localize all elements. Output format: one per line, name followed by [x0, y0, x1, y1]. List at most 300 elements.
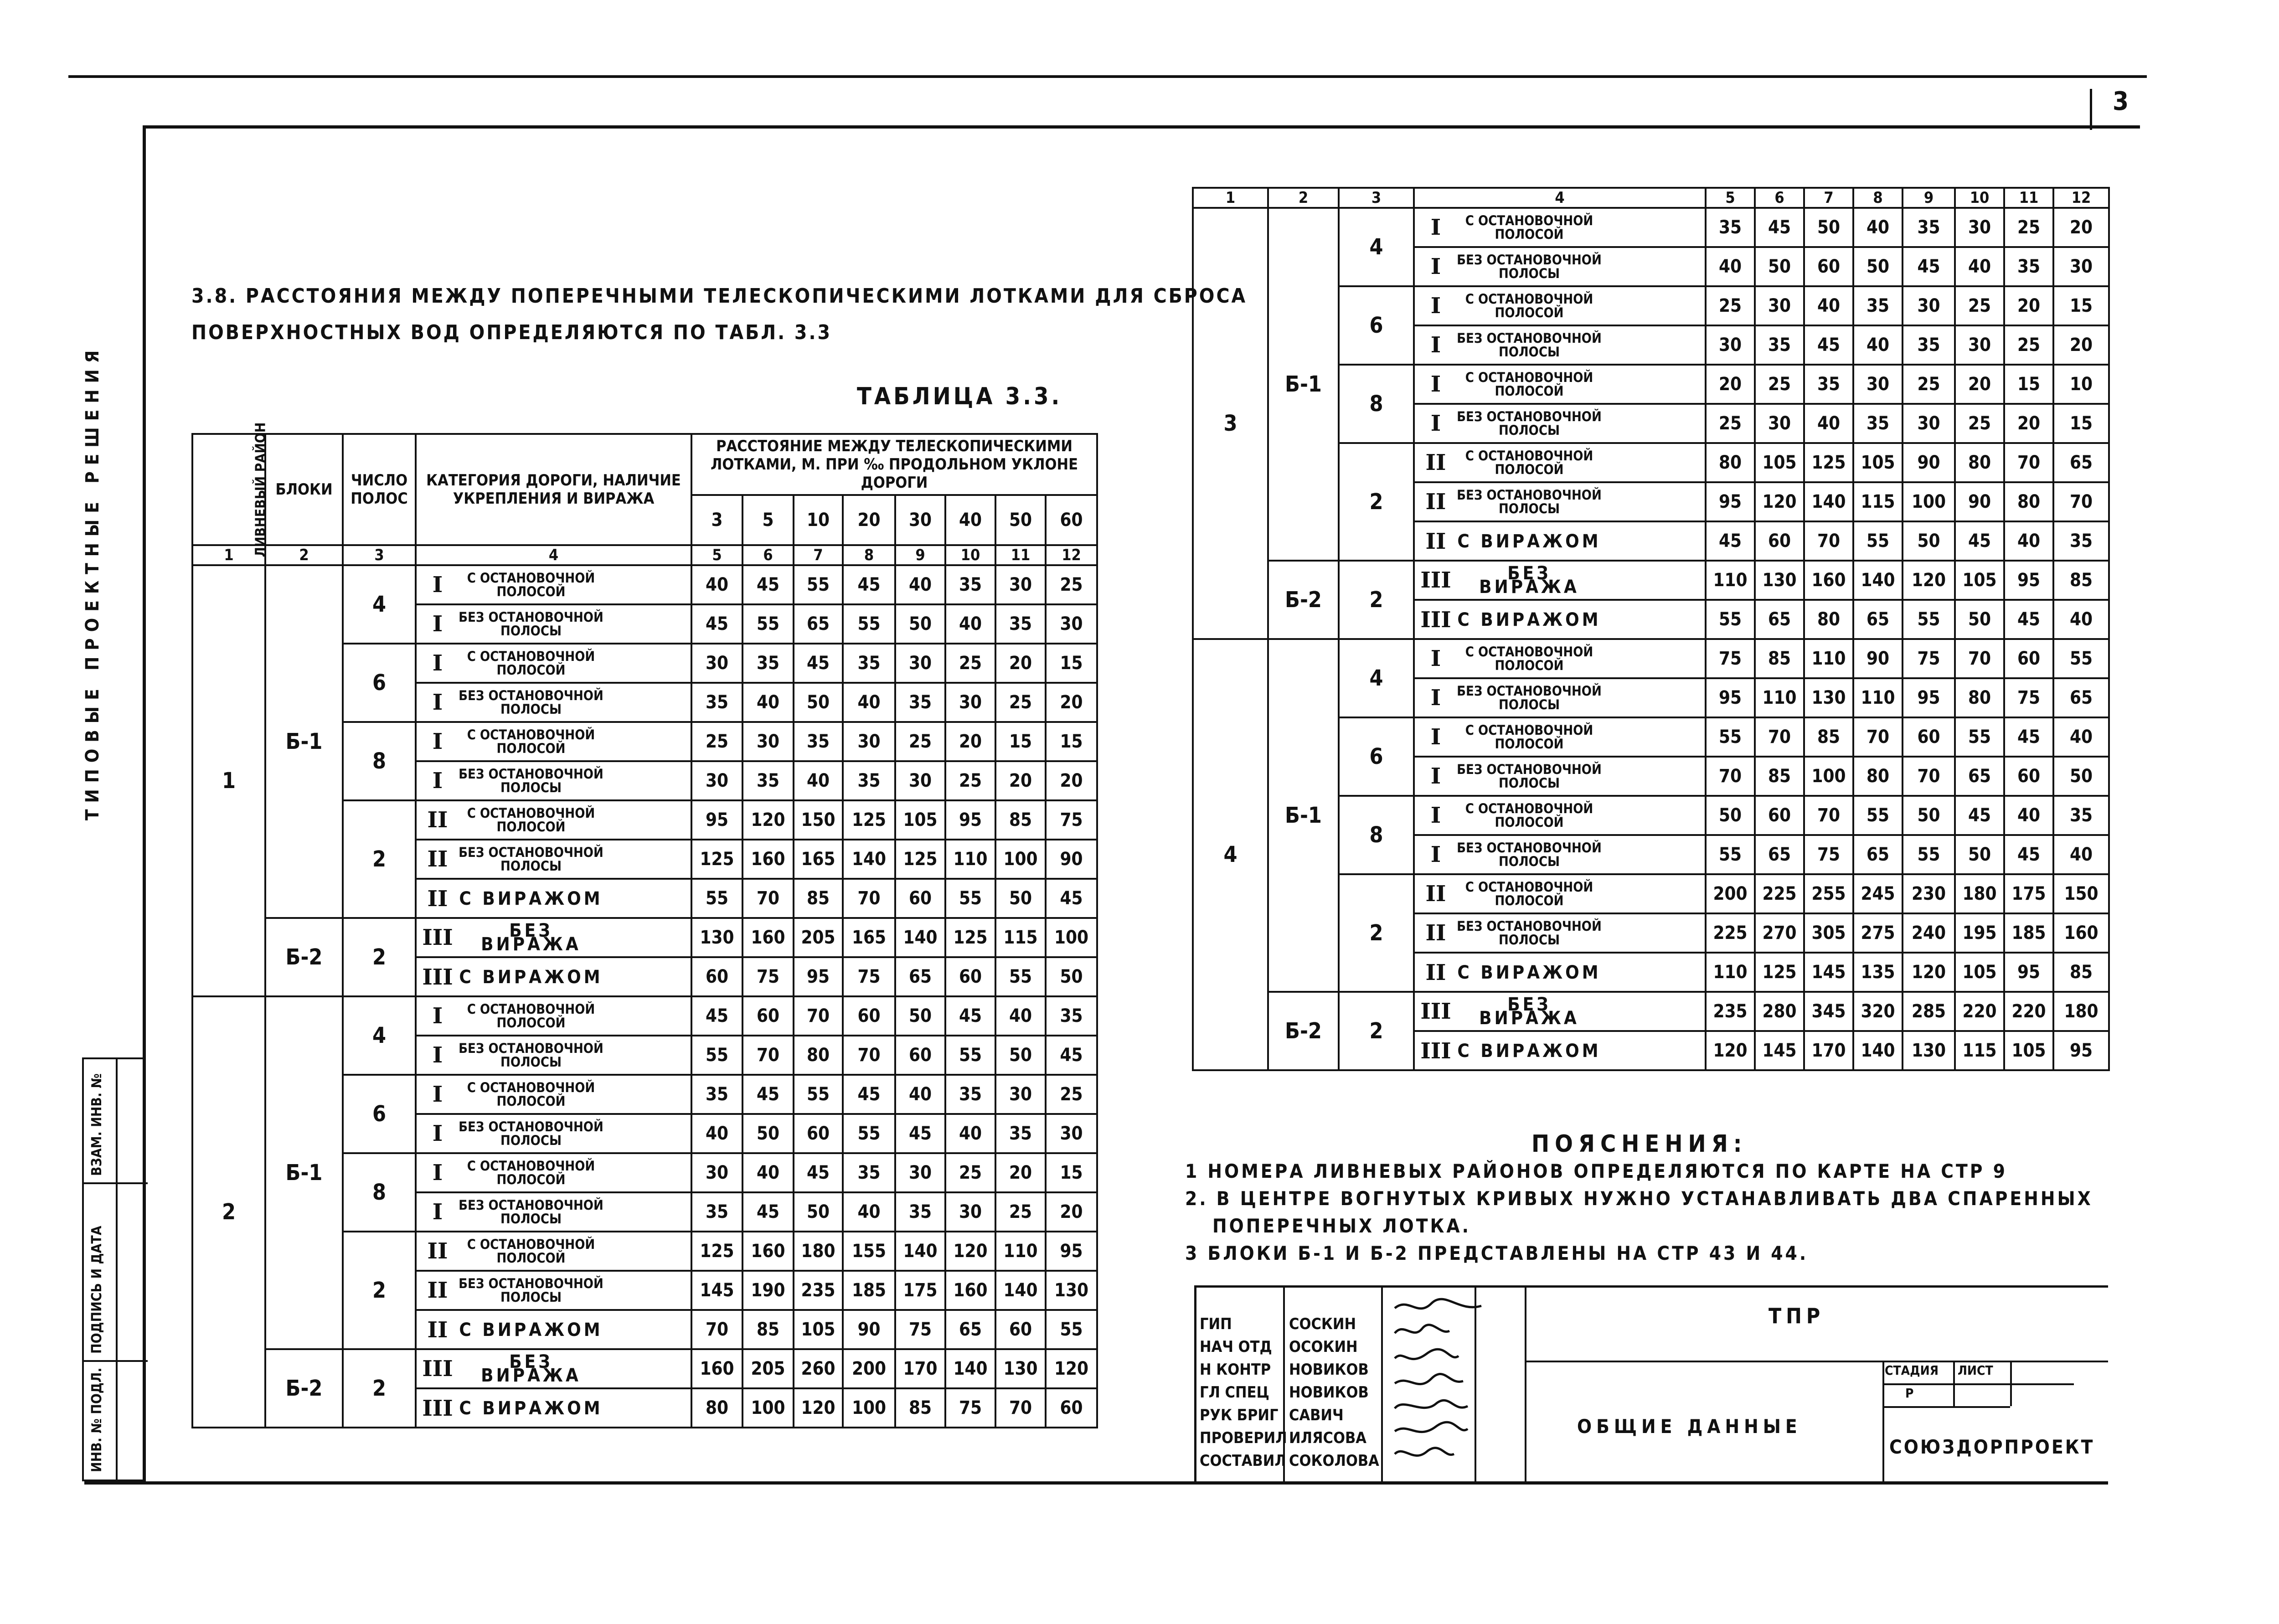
category-cell: [416, 879, 691, 918]
distance-value: 30: [691, 761, 742, 800]
distance-value: 35: [742, 761, 794, 800]
category-cell: [416, 1036, 691, 1075]
distance-value: 60: [895, 879, 945, 918]
distance-value: 55: [691, 1036, 742, 1075]
header-blocks: БЛОКИ: [265, 434, 343, 545]
distance-value: 105: [895, 800, 945, 840]
block-cell: Б-2: [265, 1349, 343, 1428]
distance-value: 125: [691, 840, 742, 879]
distance-value: 90: [1046, 840, 1097, 879]
block-cell: Б-1: [265, 565, 343, 918]
category-description: С ОСТАНОВОЧНОЙ ПОЛОСОЙ: [1465, 291, 1593, 320]
category-description: С ОСТАНОВОЧНОЙ ПОЛОСОЙ: [1465, 801, 1593, 830]
category-level: II: [1425, 450, 1446, 475]
distance-value: 115: [1853, 482, 1903, 521]
distance-value: 30: [843, 722, 895, 761]
category-level: I: [1430, 646, 1441, 671]
distance-value: 220: [1955, 992, 2004, 1031]
distance-value: 55: [1046, 1310, 1097, 1349]
column-number: 1: [1193, 188, 1268, 208]
category-description: С ВИРАЖОМ: [459, 1320, 603, 1340]
category-level: I: [1430, 763, 1441, 789]
distance-value: 25: [1046, 1075, 1097, 1114]
distance-value: 165: [843, 918, 895, 957]
distance-value: 110: [945, 840, 995, 879]
block-cell: Б-2: [1268, 561, 1339, 639]
distance-value: 60: [945, 957, 995, 996]
distance-value: 280: [1755, 992, 1804, 1031]
category-description: С ВИРАЖОМ: [459, 967, 603, 988]
category-cell: [1414, 913, 1706, 953]
category-cell: [1414, 953, 1706, 992]
distance-value: 55: [1706, 835, 1755, 874]
column-number: 2: [265, 545, 343, 565]
distance-value: 45: [742, 565, 794, 604]
distance-value: 20: [1046, 683, 1097, 722]
distance-value: 35: [2004, 247, 2053, 286]
distance-value: 285: [1903, 992, 1955, 1031]
distance-value: 345: [1804, 992, 1853, 1031]
distance-value: 45: [843, 565, 895, 604]
distance-value: 40: [1706, 247, 1755, 286]
distance-value: 20: [995, 644, 1046, 683]
column-number: 2: [1268, 188, 1339, 208]
stamp-name: СОСКИН: [1289, 1315, 1356, 1333]
lanes-cell: 6: [1339, 717, 1414, 796]
category-cell: [1414, 443, 1706, 482]
lanes-cell: 4: [343, 565, 416, 644]
distance-value: 30: [1955, 325, 2004, 365]
distance-table-left: [191, 422, 1098, 1428]
block-cell: Б-1: [1268, 208, 1339, 561]
distance-value: 225: [1755, 874, 1804, 913]
distance-value: 70: [1903, 757, 1955, 796]
category-cell: [1414, 561, 1706, 600]
column-number: 10: [1955, 188, 2004, 208]
distance-value: 105: [1755, 443, 1804, 482]
category-level: III: [422, 1396, 453, 1421]
category-level: II: [1425, 920, 1446, 946]
header-slope: 10: [794, 495, 843, 545]
lanes-cell: 2: [343, 918, 416, 996]
header-distance: РАССТОЯНИЕ МЕЖДУ ТЕЛЕСКОПИЧЕСКИМИ ЛОТКАМИ, М. ПРИ ‰ ПРОДОЛЬНОМ УКЛОНЕ ДОРОГИ: [691, 434, 1097, 495]
frame-bottom-line: [84, 1481, 2108, 1485]
distance-value: 30: [691, 644, 742, 683]
category-level: I: [1430, 332, 1441, 358]
category-cell: [416, 840, 691, 879]
category-level: II: [427, 846, 448, 872]
block-cell: Б-2: [1268, 992, 1339, 1070]
distance-value: 60: [742, 996, 794, 1036]
category-cell: [416, 800, 691, 840]
distance-value: 80: [1853, 757, 1903, 796]
distance-value: 200: [1706, 874, 1755, 913]
distance-value: 235: [1706, 992, 1755, 1031]
distance-value: 30: [1903, 286, 1955, 325]
distance-value: 70: [742, 1036, 794, 1075]
category-level: II: [1425, 960, 1446, 985]
category-cell: [416, 1388, 691, 1428]
distance-value: 80: [1804, 600, 1853, 639]
category-description: БЕЗ ВИРАЖА: [1479, 563, 1579, 598]
category-cell: [1414, 678, 1706, 717]
category-description: С ОСТАНОВОЧНОЙ ПОЛОСОЙ: [467, 1080, 595, 1109]
distance-value: 110: [1853, 678, 1903, 717]
category-level: III: [422, 1356, 453, 1382]
distance-value: 50: [1804, 208, 1853, 247]
distance-value: 230: [1903, 874, 1955, 913]
category-cell: [416, 996, 691, 1036]
distance-value: 125: [895, 840, 945, 879]
distance-value: 70: [1853, 717, 1903, 757]
distance-value: 45: [945, 996, 995, 1036]
distance-value: 50: [1955, 835, 2004, 874]
category-level: I: [1430, 293, 1441, 319]
distance-value: 40: [2004, 796, 2053, 835]
category-cell: [1414, 404, 1706, 443]
distance-value: 40: [2053, 717, 2109, 757]
category-level: I: [432, 1160, 443, 1186]
column-number: 5: [1706, 188, 1755, 208]
lanes-cell: 8: [1339, 796, 1414, 874]
lanes-cell: 2: [343, 1232, 416, 1349]
category-level: II: [427, 886, 448, 912]
category-description: С ОСТАНОВОЧНОЙ ПОЛОСОЙ: [1465, 370, 1593, 399]
stamp-name: ОСОКИН: [1289, 1338, 1358, 1356]
distance-value: 180: [1955, 874, 2004, 913]
distance-value: 20: [1706, 365, 1755, 404]
table-title: ТАБЛИЦА 3.3.: [857, 383, 1062, 410]
distance-value: 60: [895, 1036, 945, 1075]
distance-value: 25: [995, 1192, 1046, 1232]
distance-value: 30: [742, 722, 794, 761]
title-block-stage-label: СТАДИЯ: [1885, 1363, 1939, 1378]
lanes-cell: 4: [1339, 208, 1414, 286]
distance-value: 140: [945, 1349, 995, 1388]
header-slope: 40: [945, 495, 995, 545]
distance-value: 40: [742, 683, 794, 722]
category-level: I: [1430, 254, 1441, 279]
lanes-cell: 4: [1339, 639, 1414, 717]
distance-value: 75: [895, 1310, 945, 1349]
distance-value: 20: [2004, 404, 2053, 443]
category-level: III: [1420, 999, 1451, 1024]
distance-value: 10: [2053, 365, 2109, 404]
distance-value: 60: [843, 996, 895, 1036]
distance-value: 65: [1853, 835, 1903, 874]
header-slope: 5: [742, 495, 794, 545]
note-2-continued: ПОПЕРЕЧНЫХ ЛОТКА.: [1212, 1215, 1471, 1237]
column-number: 11: [2004, 188, 2053, 208]
distance-value: 30: [1903, 404, 1955, 443]
distance-value: 65: [1955, 757, 2004, 796]
distance-value: 115: [995, 918, 1046, 957]
block-cell: Б-1: [1268, 639, 1339, 992]
distance-value: 170: [1804, 1031, 1853, 1070]
distance-value: 20: [2053, 208, 2109, 247]
distance-value: 95: [2004, 561, 2053, 600]
distance-value: 50: [742, 1114, 794, 1153]
category-level: I: [1430, 803, 1441, 828]
distance-value: 140: [1853, 1031, 1903, 1070]
distance-value: 115: [1955, 1031, 2004, 1070]
note-1: 1 НОМЕРА ЛИВНЕВЫХ РАЙОНОВ ОПРЕДЕЛЯЮТСЯ ПО КАРТЕ НА СТР 9: [1185, 1160, 2007, 1182]
distance-value: 55: [995, 957, 1046, 996]
block-cell: Б-1: [265, 996, 343, 1349]
distance-value: 40: [945, 1114, 995, 1153]
column-number: 4: [416, 545, 691, 565]
distance-value: 60: [794, 1114, 843, 1153]
distance-value: 320: [1853, 992, 1903, 1031]
distance-value: 95: [945, 800, 995, 840]
distance-value: 65: [895, 957, 945, 996]
column-number: 10: [945, 545, 995, 565]
distance-value: 25: [945, 761, 995, 800]
distance-value: 50: [1955, 600, 2004, 639]
distance-value: 50: [995, 879, 1046, 918]
distance-value: 95: [1706, 482, 1755, 521]
distance-value: 25: [945, 644, 995, 683]
distance-value: 75: [945, 1388, 995, 1428]
distance-value: 30: [895, 1153, 945, 1192]
distance-value: 65: [794, 604, 843, 644]
category-description: БЕЗ ОСТАНОВОЧНОЙ ПОЛОСЫ: [1457, 409, 1602, 438]
signatures-image: [1390, 1294, 1486, 1477]
distance-value: 165: [794, 840, 843, 879]
distance-value: 270: [1755, 913, 1804, 953]
category-level: I: [432, 768, 443, 794]
distance-value: 105: [1955, 561, 2004, 600]
category-description: БЕЗ ОСТАНОВОЧНОЙ ПОЛОСЫ: [459, 609, 603, 639]
distance-value: 85: [1804, 717, 1853, 757]
category-description: С ОСТАНОВОЧНОЙ ПОЛОСОЙ: [467, 1237, 595, 1266]
category-description: БЕЗ ОСТАНОВОЧНОЙ ПОЛОСЫ: [1457, 762, 1602, 791]
column-number: 1: [192, 545, 265, 565]
distance-value: 175: [895, 1271, 945, 1310]
distance-value: 120: [742, 800, 794, 840]
category-cell: [416, 1192, 691, 1232]
category-description: С ОСТАНОВОЧНОЙ ПОЛОСОЙ: [1465, 722, 1593, 752]
distance-value: 40: [794, 761, 843, 800]
category-description: БЕЗ ОСТАНОВОЧНОЙ ПОЛОСЫ: [459, 1276, 603, 1305]
distance-value: 160: [2053, 913, 2109, 953]
distance-value: 35: [945, 565, 995, 604]
distance-value: 185: [2004, 913, 2053, 953]
distance-value: 65: [945, 1310, 995, 1349]
distance-value: 55: [742, 604, 794, 644]
distance-value: 40: [895, 565, 945, 604]
table-row: [1193, 992, 2109, 1031]
stamp-role: ГИП: [1200, 1315, 1232, 1333]
distance-value: 30: [945, 683, 995, 722]
distance-value: 125: [843, 800, 895, 840]
distance-value: 100: [1804, 757, 1853, 796]
category-cell: [416, 1349, 691, 1388]
category-description: С ВИРАЖОМ: [1457, 962, 1601, 983]
distance-value: 60: [2004, 639, 2053, 678]
distance-value: 105: [794, 1310, 843, 1349]
distance-value: 145: [1755, 1031, 1804, 1070]
distance-value: 110: [1706, 561, 1755, 600]
side-stamp-signature-date: ПОДПИСЬ И ДАТА: [89, 1226, 105, 1354]
category-description: БЕЗ ОСТАНОВОЧНОЙ ПОЛОСЫ: [459, 1041, 603, 1070]
distance-value: 60: [1755, 521, 1804, 561]
category-level: I: [432, 1199, 443, 1225]
category-description: БЕЗ ОСТАНОВОЧНОЙ ПОЛОСЫ: [459, 766, 603, 795]
table-row: [192, 1349, 1097, 1388]
distance-value: 25: [1955, 404, 2004, 443]
stamp-name: НОВИКОВ: [1289, 1361, 1369, 1379]
distance-value: 55: [1903, 600, 1955, 639]
category-description: С ОСТАНОВОЧНОЙ ПОЛОСОЙ: [467, 1001, 595, 1031]
title-block-sheet-title: ОБЩИЕ ДАННЫЕ: [1577, 1415, 1802, 1438]
category-level: II: [1425, 881, 1446, 907]
distance-value: 30: [1755, 404, 1804, 443]
distance-value: 70: [2053, 482, 2109, 521]
distance-value: 140: [843, 840, 895, 879]
distance-value: 55: [1903, 835, 1955, 874]
category-description: С ОСТАНОВОЧНОЙ ПОЛОСОЙ: [467, 1158, 595, 1187]
header-slope: 3: [691, 495, 742, 545]
lanes-cell: 2: [343, 800, 416, 918]
lanes-cell: 6: [343, 1075, 416, 1153]
distance-value: 160: [1804, 561, 1853, 600]
distance-value: 75: [843, 957, 895, 996]
distance-value: 125: [1804, 443, 1853, 482]
distance-value: 40: [843, 683, 895, 722]
distance-value: 160: [691, 1349, 742, 1388]
distance-value: 15: [1046, 722, 1097, 761]
distance-value: 35: [895, 1192, 945, 1232]
distance-value: 160: [742, 1232, 794, 1271]
category-cell: [416, 1075, 691, 1114]
notes-list: [1185, 1158, 2093, 1267]
distance-value: 80: [1706, 443, 1755, 482]
distance-value: 60: [1755, 796, 1804, 835]
distance-value: 30: [1755, 286, 1804, 325]
distance-value: 110: [1706, 953, 1755, 992]
header-region: [192, 422, 269, 557]
distance-value: 35: [895, 683, 945, 722]
table-row: [1193, 639, 2109, 678]
stamp-role: ГЛ СПЕЦ: [1200, 1383, 1269, 1402]
distance-value: 60: [1804, 247, 1853, 286]
distance-value: 75: [2004, 678, 2053, 717]
category-level: III: [1420, 567, 1451, 593]
category-cell: [416, 1153, 691, 1192]
category-cell: [1414, 247, 1706, 286]
distance-value: 15: [2053, 404, 2109, 443]
distance-value: 110: [1804, 639, 1853, 678]
distance-value: 35: [691, 1192, 742, 1232]
distance-value: 85: [1755, 639, 1804, 678]
title-block-stage-value: Р: [1905, 1386, 1914, 1401]
distance-value: 35: [843, 644, 895, 683]
distance-value: 140: [895, 1232, 945, 1271]
distance-value: 55: [945, 879, 995, 918]
distance-value: 45: [794, 1153, 843, 1192]
column-number: 5: [691, 545, 742, 565]
category-level: III: [1420, 607, 1451, 633]
category-description: С ОСТАНОВОЧНОЙ ПОЛОСОЙ: [467, 649, 595, 678]
distance-value: 180: [2053, 992, 2109, 1031]
distance-value: 35: [1804, 365, 1853, 404]
stamp-role: ПРОВЕРИЛ: [1200, 1429, 1287, 1447]
distance-value: 40: [1804, 286, 1853, 325]
category-level: I: [432, 1042, 443, 1068]
category-level: I: [432, 572, 443, 598]
category-level: II: [1425, 489, 1446, 515]
region-cell: 1: [192, 565, 265, 996]
distance-value: 25: [895, 722, 945, 761]
distance-value: 225: [1706, 913, 1755, 953]
title-block-sheet-label: ЛИСТ: [1958, 1363, 1993, 1378]
lanes-cell: 6: [1339, 286, 1414, 365]
distance-value: 45: [895, 1114, 945, 1153]
column-number: 12: [2053, 188, 2109, 208]
category-level: I: [1430, 411, 1441, 436]
lanes-cell: 6: [343, 644, 416, 722]
category-level: II: [427, 1238, 448, 1264]
distance-value: 55: [1853, 796, 1903, 835]
category-level: I: [1430, 724, 1441, 750]
category-description: БЕЗ ОСТАНОВОЧНОЙ ПОЛОСЫ: [459, 688, 603, 717]
distance-value: 50: [1903, 796, 1955, 835]
distance-value: 40: [995, 996, 1046, 1036]
distance-value: 35: [1755, 325, 1804, 365]
table-row: [1193, 561, 2109, 600]
distance-value: 30: [1853, 365, 1903, 404]
distance-value: 45: [2004, 835, 2053, 874]
stamp-name: СОКОЛОВА: [1289, 1452, 1379, 1470]
distance-value: 160: [945, 1271, 995, 1310]
distance-value: 245: [1853, 874, 1903, 913]
distance-value: 95: [2004, 953, 2053, 992]
column-number: 8: [843, 545, 895, 565]
category-cell: [1414, 1031, 1706, 1070]
distance-value: 40: [691, 1114, 742, 1153]
distance-value: 35: [1903, 208, 1955, 247]
column-number: 6: [742, 545, 794, 565]
table-row: [192, 565, 1097, 604]
distance-value: 55: [2053, 639, 2109, 678]
category-cell: [1414, 286, 1706, 325]
distance-value: 60: [995, 1310, 1046, 1349]
category-level: I: [1430, 842, 1441, 867]
distance-value: 205: [794, 918, 843, 957]
distance-value: 70: [1955, 639, 2004, 678]
distance-value: 205: [742, 1349, 794, 1388]
lanes-cell: 2: [1339, 443, 1414, 561]
distance-value: 45: [794, 644, 843, 683]
distance-value: 45: [742, 1075, 794, 1114]
distance-value: 140: [1853, 561, 1903, 600]
distance-value: 75: [1046, 800, 1097, 840]
distance-value: 35: [2053, 521, 2109, 561]
region-cell: 3: [1193, 208, 1268, 639]
distance-value: 70: [2004, 443, 2053, 482]
distance-value: 80: [794, 1036, 843, 1075]
category-level: I: [432, 690, 443, 715]
distance-value: 130: [691, 918, 742, 957]
distance-value: 25: [1046, 565, 1097, 604]
table-row: [192, 918, 1097, 957]
category-description: БЕЗ ОСТАНОВОЧНОЙ ПОЛОСЫ: [1457, 840, 1602, 869]
category-cell: [1414, 639, 1706, 678]
distance-value: 120: [1755, 482, 1804, 521]
distance-value: 130: [1755, 561, 1804, 600]
distance-value: 65: [1853, 600, 1903, 639]
